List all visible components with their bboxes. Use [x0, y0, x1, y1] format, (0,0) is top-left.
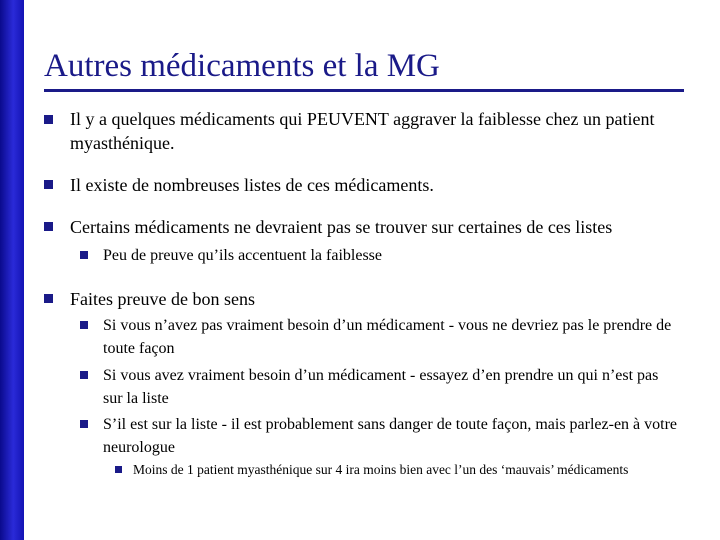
sub-bullet-square-icon — [80, 321, 88, 329]
bullet-2: Il existe de nombreuses listes de ces médicaments. — [70, 175, 434, 195]
sub-sub-bullet-square-icon — [115, 466, 122, 473]
sub-bullet-4-3: S’il est sur la liste - il est probablement sans danger de toute façon, mais parlez-en à votre neurologue — [103, 416, 678, 456]
sub-bullet-square-icon — [80, 251, 88, 259]
bullet-1: Il y a quelques médicaments qui PEUVENT aggraver la faiblesse chez un patient myasthénique. — [70, 109, 655, 153]
title-underline — [44, 89, 684, 92]
sub-bullet-square-icon — [80, 420, 88, 428]
sub-bullet-3-1: Peu de preuve qu’ils accentuent la faiblesse — [103, 247, 382, 264]
sub-sub-bullet-4-3-1: Moins de 1 patient myasthénique sur 4 ira moins bien avec l’un des ‘mauvais’ médicaments — [133, 462, 629, 477]
slide-title: Autres médicaments et la MG — [44, 48, 440, 84]
bullet-square-icon — [44, 180, 53, 189]
bullet-square-icon — [44, 115, 53, 124]
bullet-3: Certains médicaments ne devraient pas se trouver sur certaines de ces listes — [70, 217, 613, 237]
sub-bullet-square-icon — [80, 371, 88, 379]
bullet-square-icon — [44, 222, 53, 231]
left-sidebar-bar — [0, 0, 24, 540]
sub-bullet-4-1: Si vous n’avez pas vraiment besoin d’un médicament - vous ne devriez pas le prendre de toute façon — [103, 317, 672, 357]
sub-bullet-4-2: Si vous avez vraiment besoin d’un médicament - essayez d’en prendre un qui n’est pas sur la liste — [103, 367, 659, 407]
bullet-square-icon — [44, 294, 53, 303]
bullet-4: Faites preuve de bon sens — [70, 289, 255, 309]
